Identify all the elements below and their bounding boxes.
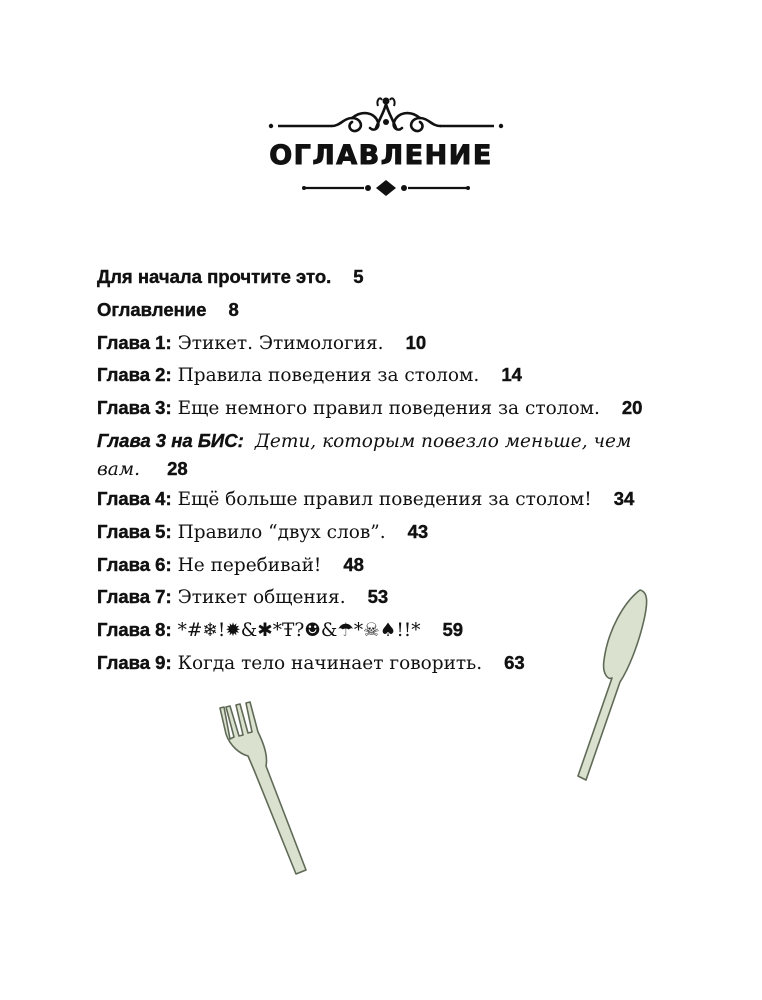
ornament-bottom-icon xyxy=(300,178,472,198)
toc-entry[interactable] xyxy=(97,554,717,587)
toc-entry[interactable] xyxy=(97,332,717,365)
toc-entry-page: 43 xyxy=(407,520,429,542)
toc-entry-page: 10 xyxy=(405,331,427,353)
toc-entry-label: Глава 6: xyxy=(97,553,172,575)
toc-entry[interactable] xyxy=(97,427,657,483)
toc-entry-title: Правила поведения за столом. xyxy=(177,365,480,387)
toc-entry-page: 53 xyxy=(367,586,389,608)
toc-entry-title: Этикет общения. xyxy=(177,587,346,609)
toc-entry-title: Не перебивай! xyxy=(177,554,322,576)
toc-entry-title: Дети, которым повезло меньше, чем вам. xyxy=(97,430,632,480)
toc-entry[interactable] xyxy=(97,299,717,332)
toc-entry-label: Глава 7: xyxy=(97,586,172,608)
toc-entry-title: Правило “двух слов”. xyxy=(177,521,386,543)
toc-entry-label: Глава 9: xyxy=(97,651,172,673)
toc-entry-label: Глава 5: xyxy=(97,520,172,542)
toc-entry-label: Глава 4: xyxy=(97,487,172,509)
toc-entry[interactable] xyxy=(97,397,717,430)
toc-entry-label: Глава 2: xyxy=(97,364,172,386)
toc-entry-page: 14 xyxy=(501,364,522,386)
toc-entry[interactable] xyxy=(97,521,717,554)
toc-entry-label: Оглавление xyxy=(97,298,207,320)
toc-entry[interactable] xyxy=(97,364,717,397)
knife-icon xyxy=(568,586,658,786)
toc-entry-page: 5 xyxy=(353,266,364,287)
toc-entry-page: 28 xyxy=(167,457,188,479)
toc-entry-label: Глава 3: xyxy=(97,397,172,419)
toc-entry-label: Для начала прочтите это. xyxy=(97,266,332,287)
toc-entry-title: Когда тело начинает говорить. xyxy=(177,652,483,674)
fork-icon xyxy=(214,698,314,878)
toc-entry[interactable] xyxy=(97,266,717,299)
toc-entry-page: 20 xyxy=(621,397,643,419)
toc-entry-page: 8 xyxy=(228,298,239,320)
page-title: ОГЛАВЛЕНИЕ xyxy=(269,140,493,171)
toc-entry-title: Ещё больше правил поведения за столом! xyxy=(177,488,592,510)
toc-entry-page: 34 xyxy=(613,487,635,509)
toc-entry-title: Этикет. Этимология. xyxy=(177,332,384,354)
toc-entry-page: 63 xyxy=(504,651,525,673)
toc-entry[interactable] xyxy=(97,488,717,521)
toc-entry-page: 59 xyxy=(442,619,464,641)
toc-entry-label: Глава 3 на БИС: xyxy=(97,429,244,451)
toc-entry-label: Глава 1: xyxy=(97,331,172,353)
ornament-top-icon xyxy=(268,92,504,138)
toc-entry-label: Глава 8: xyxy=(97,619,172,641)
toc-entry-title: *#❄!✹&✱*Ŧ?☻&☂*☠♠!!* xyxy=(177,620,421,642)
toc-entry-page: 48 xyxy=(343,553,364,575)
toc-entry-title: Еще немного правил поведения за столом. xyxy=(177,398,600,420)
